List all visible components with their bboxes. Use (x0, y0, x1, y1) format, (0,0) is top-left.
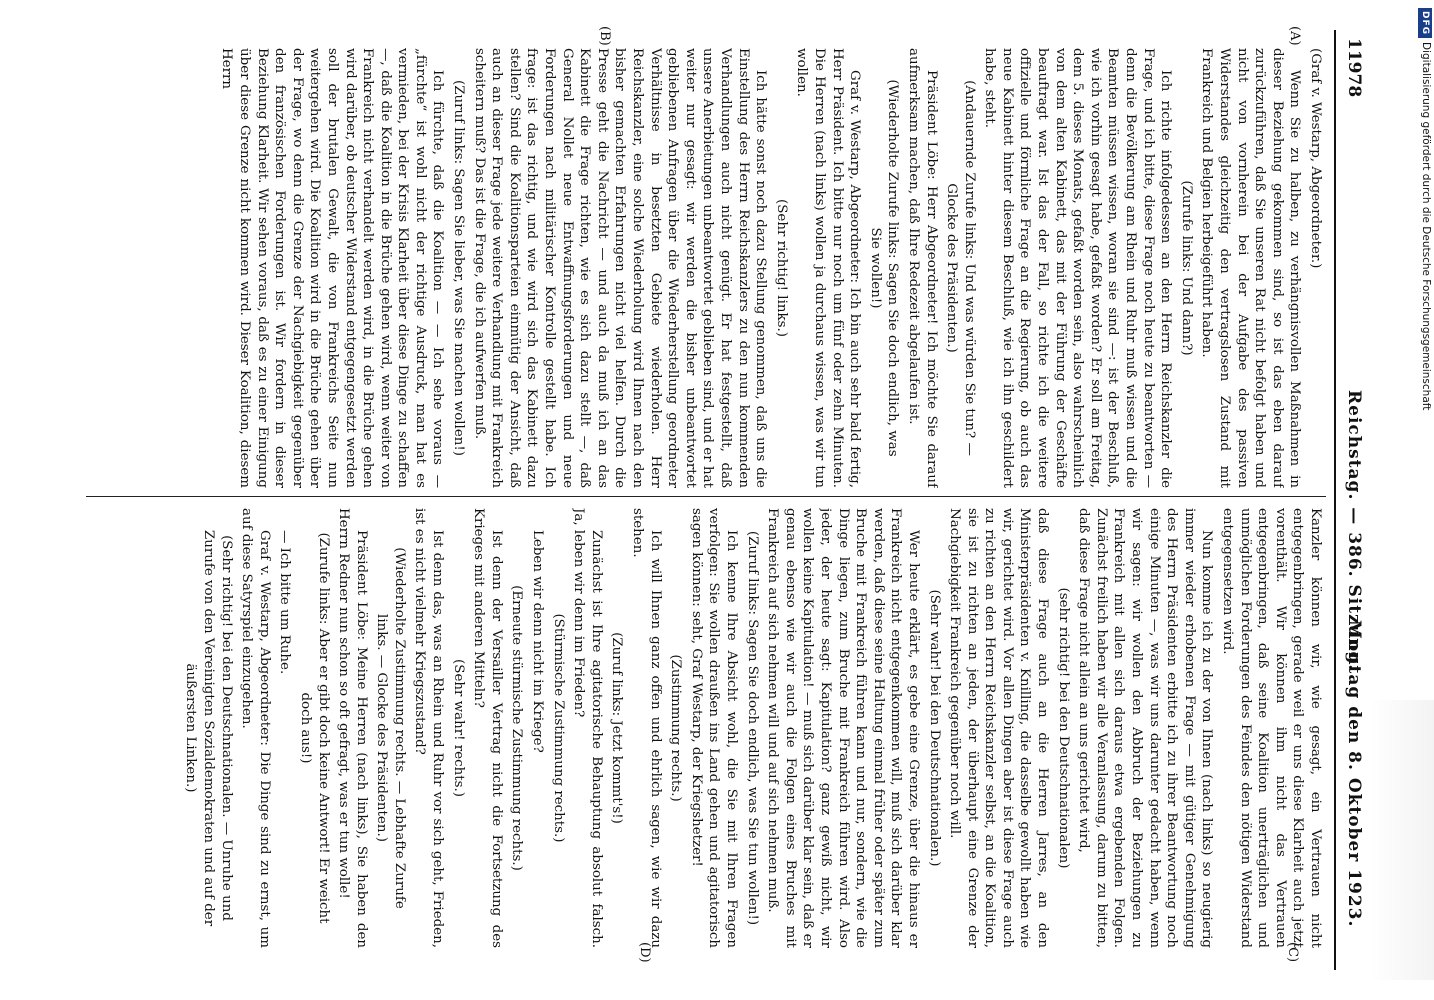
page-header (1334, 30, 1372, 970)
digitization-text: Digitalisierung gefördert durch die Deutsche Forschungsgemeinschaft (1420, 42, 1432, 411)
interjection: (Stürmische Zustimmung rechts.) (550, 613, 566, 843)
interjection: (Zuruf links: Jetzt kommt's!) (609, 632, 625, 824)
interjection: (Wiederholte Zurufe links: Sagen Sie doch endlich, was Sie wollen!) (867, 79, 901, 457)
interjection: (Sehr wahr! rechts.) (450, 659, 466, 797)
page-number: 11978 (1344, 38, 1364, 98)
left-column (74, 48, 1324, 488)
interjection: (Sehr richtig! bei den Deutschnationalen. — Unruhe und Zurufe von den Vereinigten Sozialdemokraten und auf der äußersten Linken.) (183, 529, 234, 927)
paragraph: Kanzler können wir, wie gesagt, ein Vertrauen nicht entgegenbringen, gerade weil er uns diese Klarheit auch jetzt vorenthält. Wir können ihm nicht das Vertrauen entgegenbringen, daß seine Koalition unerträglichen und unmöglichen Forderungen des Feindes den nötigen Widerstand entgegensetzen wird. (1220, 508, 1323, 948)
right-column (74, 508, 1324, 948)
paragraph: daß diese Frage auch an die Herren Jarres, an den Ministerpräsidenten v. Knilling, die dasselbe gewollt haben wie wir, gerichtet wird. Vor allen Dingen aber ist diese Frage auch zu richten an den Herrn Reichskanzler selbst, an die Koalition, sie ist zu richten an jeden, der überhaupt eine Grenze der Nachgiebigkeit Frankreich gegenüber noch will. (947, 508, 1051, 948)
paragraph: — Ich bitte um Ruhe. (277, 530, 293, 675)
interjection: (Erneute stürmische Zustimmung rechts.) (509, 585, 525, 871)
margin-mark-a: (A) (1287, 26, 1302, 46)
paragraph: Wenn Sie zu halben, zu verhängnisvollen Maßnahmen in dieser Beziehung gekommen sind, so ist das eben darauf zurückzuführen, daß Sie unseren Rat nicht befolgt haben und nicht von vornherein bei der Aufgabe des passiven Widerstandes gleichzeitig den vertragslosen Zustand mit Frankreich und Belgien herbeigeführt haben. (1199, 48, 1303, 488)
paragraph: Präsident Löbe: Herr Abgeordneter! Ich möchte Sie darauf aufmerksam machen, daß Ihre Redezeit abgelaufen ist. (905, 48, 939, 488)
paragraph: Ist denn der Versailler Vertrag nicht die Fortsetzung des Krieges mit anderen Mitteln? (471, 508, 504, 948)
dfg-logo: DFG (1418, 8, 1432, 38)
paragraph: Graf v. Westarp, Abgeordneter: Ich bin auch sehr bald fertig, Herr Präsident. Ich bitte nur noch um fünf oder zehn Minuten. Die Herren (nach links) wollen ja durchaus wissen, was wir tun wollen. (794, 48, 863, 488)
digitization-note (1419, 8, 1433, 998)
margin-mark-b: (B) (597, 26, 612, 46)
rotated-page-content (52, 26, 1372, 970)
margin-mark-d: (D) (637, 942, 652, 963)
paragraph: Ich richte infolgedessen an den Herrn Reichskanzler die Frage, und ich bitte, diese Frage noch heute zu beantworten — denn die Bevölkerung am Rhein und Ruhr muß wissen und die Beamten müssen wissen, woran sie sind —: ist der Beschluß, wie ich vorhin gesagt habe, gefaßt worden? Er soll am Freitag, dem 5. dieses Monats, gefaßt worden sein, also wahrscheinlich von dem alten Kabinett, das mit der Führung der Geschäfte beauftragt war. Ist das der Fall, so richte ich die weitere offizielle und förmliche Frage an die Regierung, ob auch das neue Kabinett hinter diesem Beschluß, wie ich ihn geschildert habe, steht. (982, 48, 1174, 488)
column-divider (86, 496, 1326, 497)
paragraph: Ich kenne Ihre Absicht wohl, die Sie mit Ihren Fragen verfolgen: Sie wollen draußen ins Land gehen und agitatorisch sagen können: seht, Graf Westarp, der Kriegshetzer! (688, 508, 739, 948)
paragraph: Zunächst ist Ihre agitatorische Behauptung absolut falsch. Ja, leben wir denn im Frieden? (571, 508, 604, 948)
paragraph: Leben wir denn nicht im Kriege? (530, 530, 546, 753)
paragraph: Ist denn das, was an Rhein und Ruhr vor sich geht, Frieden, ist es nicht vielmehr Kriegszustand? (412, 508, 446, 948)
session-date: Montag den 8. Oktober 1923. (1344, 620, 1364, 928)
paragraph: Präsident Löbe: Meine Herren (nach links), Sie haben den Herrn Redner nun schon so oft gefragt, was er tun wolle! (336, 508, 369, 948)
paragraph: (Graf v. Westarp, Abgeordneter.) (1308, 48, 1323, 269)
interjection: (sehr richtig! bei den Deutschnationalen) (1055, 587, 1071, 869)
interjection: (Zuruf links: Sagen Sie lieber, was Sie machen wollen!) (451, 80, 467, 456)
margin-mark-c: (C) (1285, 942, 1300, 963)
paragraph: Ich will Ihnen ganz offen und ehrlich sagen, wie wir dazu stehen. (630, 508, 663, 948)
paragraph: Wer heute erklärt, es gebe eine Grenze, über die hinaus er Frankreich nicht entgegenkommen will, muß sich darüber klar werden, daß diese seine Haltung einmal früher oder später zum Bruche mit Frankreich führen kann und nur, sondern, wie die Dinge liegen, zum Bruche mit Frankreich führen wird. Also jeder, der heute sagt: Kapitulation? ganz gewiß nicht, wir wollen keine Kapitulation! — muß sich darüber klar sein, daß er genau ebenso wie wir auch die Folgen eines Bruches mit Frankreich auf sich nehmen will und auf sich nehmen muß. (765, 508, 921, 948)
session-title: Reichstag. — 386. Sitzung. (1344, 390, 1364, 672)
interjection: (Wiederholte Zustimmung rechts. — Lebhafte Zurufe links. — Glocke des Präsidenten.) (374, 547, 407, 909)
interjection: (Zurufe links: Aber er gibt doch keine Antwort! Er weicht doch aus!) (297, 532, 331, 924)
interjection: (Andauernde Zurufe links: Und was würden Sie tun? — Glocke des Präsidenten.) (944, 80, 977, 456)
paragraph: Nun komme ich zu der von Ihnen (nach links) so neugierig immer wieder erhobenen Frage — mit gütiger Genehmigung des Herrn Präsidenten erbitte ich zu ihrer Beantwortung noch einige Minuten —, was wir uns darunter gedacht haben, wenn wir sagen: wir wollen den Abbruch der Beziehungen zu Frankreich mit allen sich daraus etwa ergebenden Folgen. Zunächst freilich haben wir alle Veranlassung, darum zu bitten, daß diese Frage nicht allein an uns gerichtet wird, (1076, 508, 1215, 948)
interjection: (Zustimmung rechts.) (668, 654, 684, 802)
interjection: (Zurufe links: Und dann?) (1178, 180, 1194, 356)
paragraph: Ich hätte sonst noch dazu Stellung genommen, daß uns die Einstellung des Herrn Reichskanzlers zu den nun kommenden Verhandlungen auch nicht genügt. Er hat festgestellt, daß unsere Anerbietungen unbeantwortet geblieben sind, und er hat weiter nur gesagt: wir werden die bisher unbeantwortet gebliebenen Anfragen über die Wiederherstellung geordneter Verhältnisse in besetzten Gebiete wiederholen. Herr Reichskanzler, eine solche Wiederholung wird Ihnen nach den bisher gemachten Erfahrungen nicht viel helfen. Durch die Presse geht die Nachricht — und auch da muß ich an das Kabinett die Frage richten, wie es sich dazu stellt —, daß General Nollet neue Entwaffnungsforderungen und neue Forderungen nach militärischer Kontrolle gestellt habe. Ich frage: ist das richtig, und wie wird sich das Kabinett dazu stellen? Sind die Koalitionsparteien einmütig der Ansicht, daß auch an dieser Frage jede weitere Verhandlung mit Frankreich scheitern muß? Das ist die Frage, die ich aufwerfen muß. (471, 48, 769, 488)
interjection: (Sehr wahr! bei den Deutschnationalen.) (926, 589, 942, 867)
paragraph: Graf v. Westarp, Abgeordneter: Die Dinge sind zu ernst, um auf diese Satyrspiel einzugehen. (239, 508, 272, 948)
interjection: (Zuruf links: Sagen Sie doch endlich, was Sie tun wollen!) (744, 530, 760, 926)
interjection: (Sehr richtig! links.) (773, 199, 789, 337)
paragraph: Ich fürchte, daß die Koalition — — Ich sehe voraus — „fürchte“ ist wohl nicht der richtige Ausdruck, man hat es vermieden, bei der Krisis Klarheit über diese Dinge zu schaffen —, daß die Koalition in die Brüche gehen wird, wenn weiter von Frankreich nicht verhandelt werden wird, in die Brüche gehen wird darüber, ob deutscher Widerstand entgegengesetzt werden soll der brutalen Gewalt, die von Frankreichs Seite nun weitergehen wird. Die Koalition wird in die Brüche gehen über der Frage, wo denn die Grenze der Nachgiebigkeit gegenüber den französischen Forderungen ist. Wir fordern in dieser Beziehung Klarheit. Wir sehen voraus, daß es zu einer Einigung über diese Grenze nicht kommen wird. Dieser Koalition, diesem Herrn (219, 48, 446, 488)
